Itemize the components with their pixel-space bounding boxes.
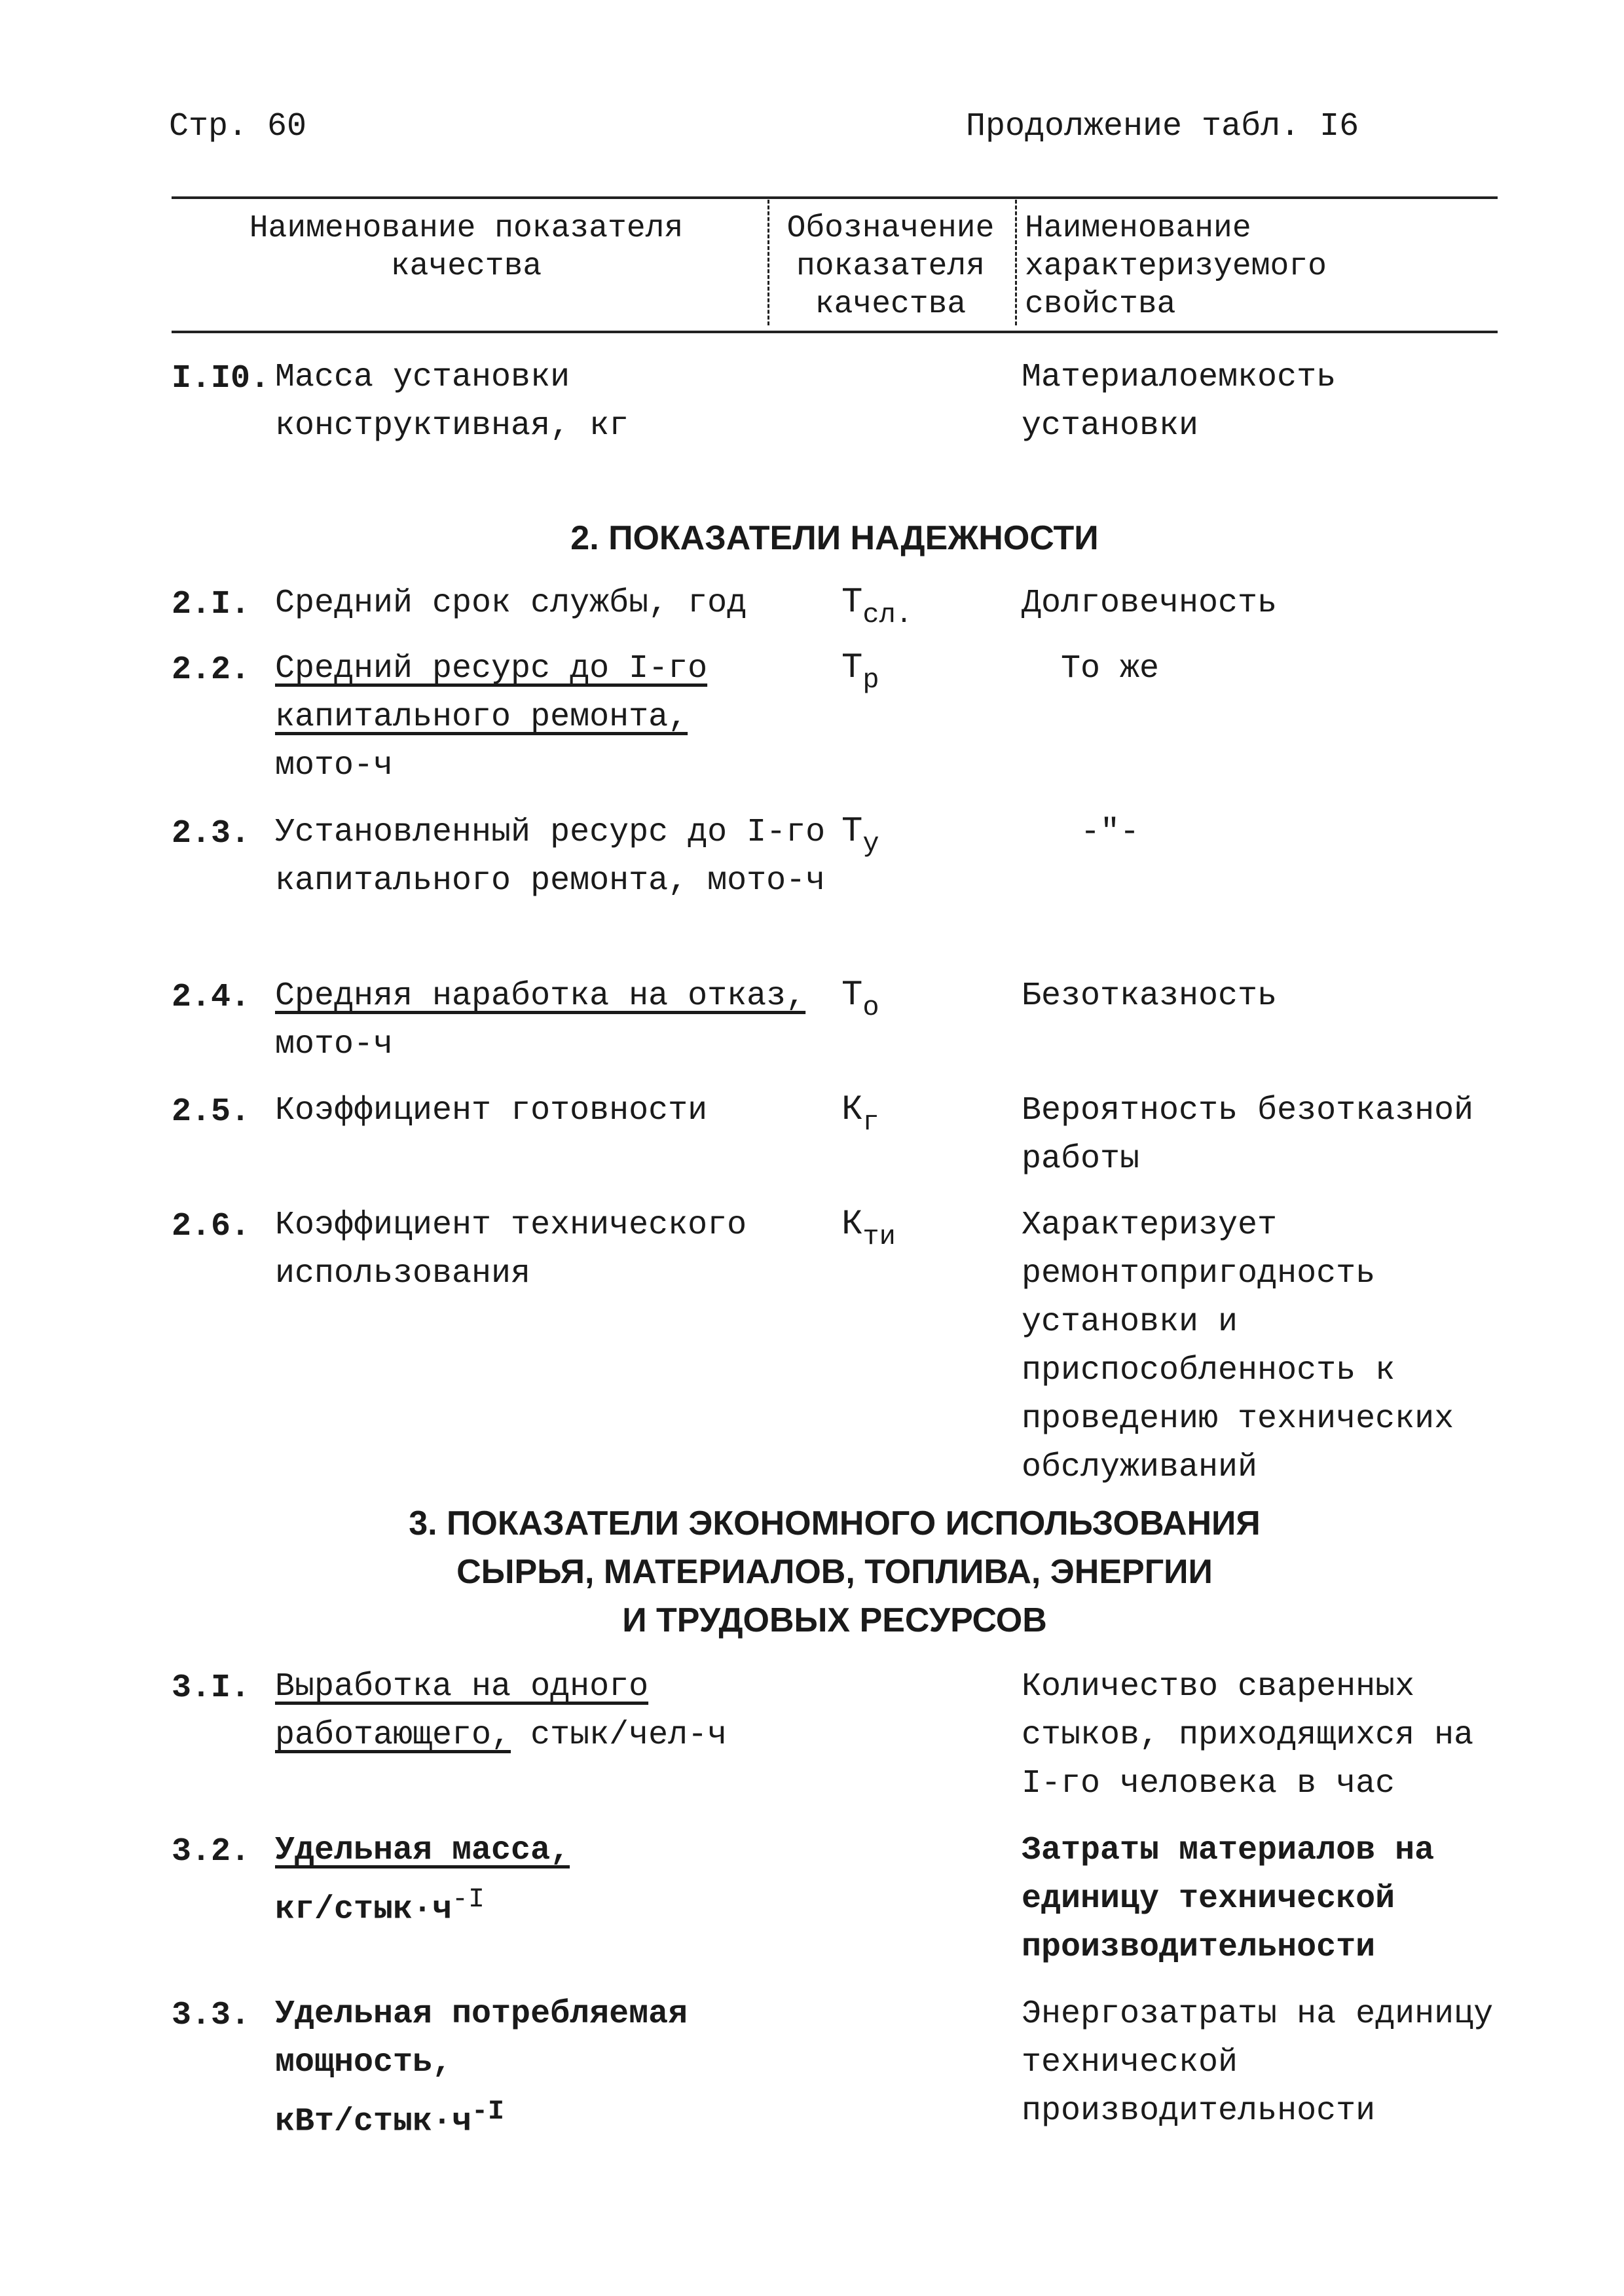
indicator-name: Средняя наработка на отказ, мото-ч [275, 977, 806, 1063]
indicator-name: Средний ресурс до I-го капитального ремонта, мото-ч [275, 650, 708, 784]
indicator-name: Средний срок службы, год [275, 585, 747, 622]
property-description: Вероятность безотказной работы [1022, 1092, 1474, 1178]
property-description: То же [1061, 650, 1160, 687]
indicator-symbol: $T_р$ [841, 648, 879, 696]
indicator-name: Установленный ресурс до I-го капитального ремонта, мото-ч [275, 814, 826, 900]
indicator-name: Удельная масса, $кг/стык\cdot ч^{-I}$ [275, 1832, 570, 1929]
table-continuation-label: Продолжение табл. I6 [966, 108, 1359, 145]
property-description: Количество сваренных стыков, приходящихся на I-го человека в час [1022, 1668, 1474, 1802]
property-description: -"- [1080, 814, 1140, 851]
column-header-property: Наименование характеризуемого свойства [1025, 211, 1327, 322]
row-number: 2.I. [172, 586, 251, 623]
row-number: 3.I. [172, 1669, 251, 1707]
column-separator [767, 200, 769, 325]
indicator-symbol: $К_{ти}$ [841, 1205, 896, 1252]
indicator-symbol: $К_г$ [841, 1090, 879, 1138]
row-number: 2.5. [172, 1093, 251, 1131]
indicator-symbol: $T_{сл.}$ [841, 583, 913, 630]
column-header-name: Наименование показателя качества [249, 211, 684, 284]
row-number: 2.4. [172, 979, 251, 1016]
row-number: 3.2. [172, 1833, 251, 1870]
property-description: Затраты материалов на единицу технической производительности [1022, 1832, 1435, 1966]
column-separator [1015, 200, 1017, 325]
indicator-name: Выработка на одного работающего, стык/чел-ч [275, 1668, 728, 1754]
property-description: Энергозатраты на единицу технической производительности [1022, 1995, 1494, 2130]
row-number: I.I0. [172, 360, 270, 397]
indicator-name: Удельная потребляемая мощность, кВт/$стык\cdot ч^{-I}$ [275, 1995, 688, 2141]
property-description: Материалоемкость установки [1022, 359, 1337, 445]
property-description: Долговечность [1022, 585, 1278, 622]
section-title: 3. ПОКАЗАТЕЛИ ЭКОНОМНОГО ИСПОЛЬЗОВАНИЯ СЫРЬЯ, МАТЕРИАЛОВ, ТОПЛИВА, ЭНЕРГИИ И ТРУДОВЫХ РЕСУРСОВ [409, 1504, 1261, 1639]
row-number: 3.3. [172, 1997, 251, 2034]
indicator-name: Масса установки конструктивная, кг [275, 359, 629, 445]
indicator-name: Коэффициент технического использования [275, 1207, 747, 1292]
table-top-rule [172, 196, 1498, 199]
property-description: Характеризует ремонтопригодность установки и приспособленность к проведению технических обслуживаний [1022, 1207, 1454, 1486]
indicator-symbol: $T_у$ [841, 812, 879, 860]
table-header-rule [172, 331, 1498, 333]
indicator-symbol: $T_о$ [841, 975, 879, 1023]
column-header-symbol: Обозначение показателя качества [786, 211, 995, 322]
row-number: 2.3. [172, 815, 251, 852]
section-title: 2. ПОКАЗАТЕЛИ НАДЕЖНОСТИ [570, 519, 1099, 557]
row-number: 2.6. [172, 1208, 251, 1245]
row-number: 2.2. [172, 651, 251, 689]
property-description: Безотказность [1022, 977, 1278, 1015]
page-number: Стр. 60 [169, 108, 307, 145]
indicator-name: Коэффициент готовности [275, 1092, 708, 1129]
